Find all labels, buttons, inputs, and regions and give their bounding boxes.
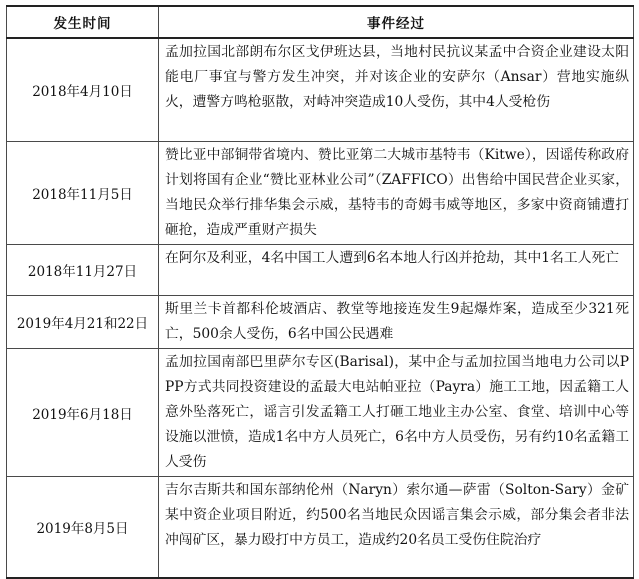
row-event: 孟加拉国南部巴里萨尔专区(Barisal)，某中企与孟加拉国当地电力公司以PPP方式共同投资建设的孟最大电站帕亚拉（Payra）施工工地，因孟籍工人意外坠落死亡，谣言引发孟籍工人打砸工地业主办公室、食堂、培训中心等设施以泄愤，造成1名中方人员死亡，6名中方人员受伤，另有约10名孟籍工人受伤 xyxy=(159,349,634,477)
row-event: 在阿尔及利亚，4名中国工人遭到6名本地人行凶并抢劫，其中1名工人死亡 xyxy=(159,245,634,296)
row-event: 孟加拉国北部朗布尔区戈伊班达县，当地村民抗议某孟中合资企业建设太阳能电厂事宜与警方发生冲突，并对该企业的安萨尔（Ansar）营地实施纵火，遭警方鸣枪驱散，对峙冲突造成10人受伤，其中4人受枪伤 xyxy=(159,38,634,142)
row-event: 吉尔吉斯共和国东部纳伦州（Naryn）索尔通—萨雷（Solton-Sary）金矿某中资企业项目附近，约500名当地民众因谣言集会示威，部分集会者非法冲闯矿区，暴力殴打中方员工，造成约20名员工受伤住院治疗 xyxy=(159,477,634,579)
row-date: 2019年8月5日 xyxy=(7,477,159,579)
header-date: 发生时间 xyxy=(7,6,159,38)
row-event: 斯里兰卡首都科伦坡酒店、教堂等地接连发生9起爆炸案，造成至少321死亡，500余人受伤，6名中国公民遇难 xyxy=(159,296,634,349)
incident-table xyxy=(6,5,634,579)
table-row xyxy=(7,296,634,349)
row-date: 2019年4月21和22日 xyxy=(7,296,159,349)
table-row xyxy=(7,245,634,296)
row-date: 2019年6月18日 xyxy=(7,349,159,477)
row-event: 赞比亚中部铜带省境内、赞比亚第二大城市基特韦（Kitwe），因谣传称政府计划将国有企业“赞比亚林业公司”（ZAFFICO）出售给中国民营企业买家，当地民众举行排华集会示威，基特韦的奇姆韦威等地区，多家中资商铺遭打砸抢，造成严重财产损失 xyxy=(159,142,634,245)
row-date: 2018年11月5日 xyxy=(7,142,159,245)
table-header-row xyxy=(7,6,634,38)
header-event: 事件经过 xyxy=(159,6,634,38)
table-row xyxy=(7,477,634,579)
row-date: 2018年11月27日 xyxy=(7,245,159,296)
table-row xyxy=(7,142,634,245)
table-row xyxy=(7,349,634,477)
incident-table-container xyxy=(6,5,633,579)
table-row xyxy=(7,38,634,142)
row-date: 2018年4月10日 xyxy=(7,38,159,142)
